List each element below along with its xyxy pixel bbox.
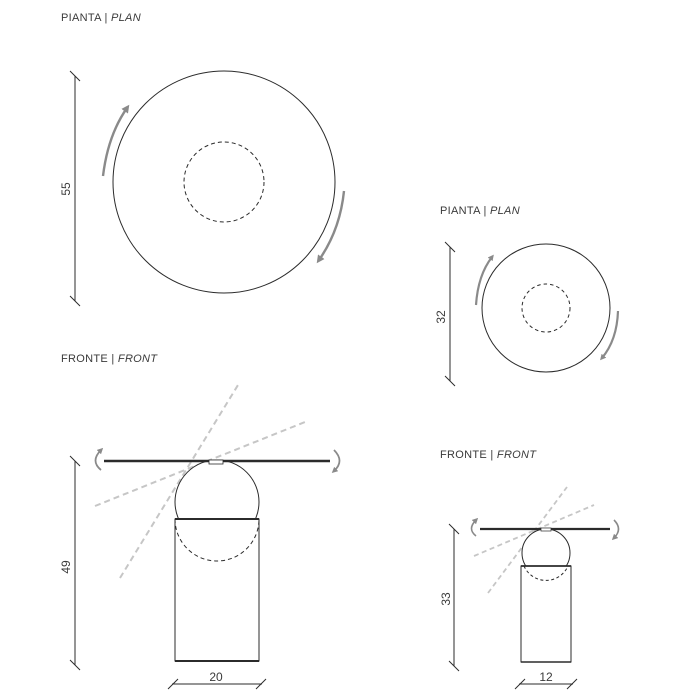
pivot-joint [541, 528, 551, 531]
front-large [59, 385, 340, 689]
dimension-value: 20 [209, 670, 223, 684]
plan-small-label-en: PLAN [490, 205, 520, 217]
pivot-joint [209, 460, 223, 464]
front-small [439, 487, 619, 689]
front-large-label-en: FRONT [117, 353, 158, 365]
front-small-label-it: FRONTE [440, 449, 488, 461]
dimension-12 [515, 670, 577, 689]
plan-large-label-it: PIANTA [61, 12, 102, 24]
plan-large [59, 71, 344, 306]
dimension-value: 55 [59, 182, 73, 196]
base-outline-dashed [522, 284, 570, 332]
dimension-value: 49 [59, 560, 73, 574]
base-outline-dashed [184, 142, 264, 222]
plan-small [434, 242, 618, 386]
rotate-arrow-icon [476, 257, 492, 305]
tilt-arrow-icon [472, 520, 477, 536]
dimension-32 [434, 242, 455, 386]
rotate-arrow-icon [319, 191, 344, 260]
table-top-outline [113, 71, 335, 293]
tilt-arrow-icon [334, 450, 340, 471]
rotate-arrow-icon [103, 108, 127, 176]
separator: | [483, 205, 487, 217]
separator: | [490, 449, 494, 461]
separator: | [111, 353, 115, 365]
dimension-value: 32 [434, 310, 448, 324]
dimension-55 [59, 71, 80, 306]
front-small-label-en: FRONT [496, 449, 537, 461]
dimension-49 [59, 456, 80, 670]
dimension-20 [168, 670, 266, 689]
dimension-33 [439, 524, 459, 671]
tilt-arrow-icon [96, 450, 102, 470]
cylinder-base [175, 519, 259, 661]
table-top-outline [482, 244, 610, 372]
separator: | [104, 12, 108, 24]
dimension-value: 33 [439, 592, 453, 606]
dimension-value: 12 [539, 670, 553, 684]
front-large-label-it: FRONTE [61, 353, 109, 365]
plan-large-label-en: PLAN [111, 12, 141, 24]
tilt-arrow-icon [614, 520, 619, 538]
plan-small-label-it: PIANTA [440, 205, 481, 217]
